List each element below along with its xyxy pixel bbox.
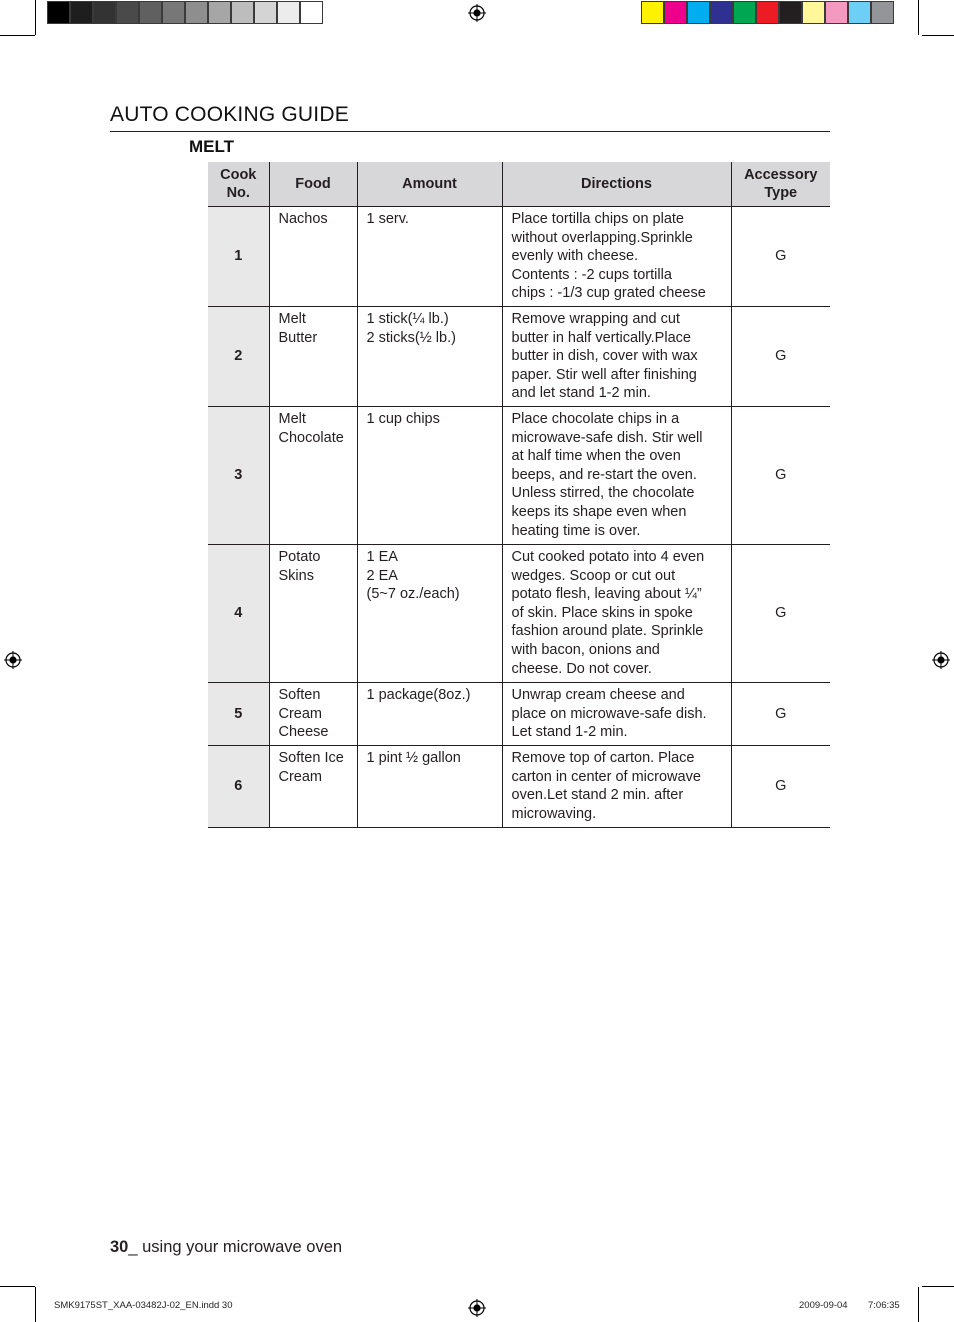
directions-cell — [502, 545, 731, 683]
color-swatch — [825, 1, 848, 24]
accessory-type-cell: G — [731, 307, 830, 407]
color-swatch — [641, 1, 664, 24]
crosshair-target-icon — [468, 1299, 486, 1317]
directions-text: carton in center of microwave — [511, 768, 701, 785]
grayscale-calibration-bar — [47, 1, 323, 24]
accessory-type-cell: G — [731, 207, 830, 307]
color-swatch — [139, 1, 162, 24]
amount-text: 2 EA — [366, 567, 398, 584]
directions-text: fashion around plate. Sprinkle — [511, 623, 704, 640]
directions-cell — [502, 407, 731, 545]
directions-text: and let stand 1-2 min. — [511, 385, 651, 402]
color-swatch — [664, 1, 687, 24]
color-swatch — [93, 1, 116, 24]
table-row — [208, 207, 830, 307]
directions-text: cheese. Do not cover. — [511, 660, 652, 677]
amount-text: 1 EA — [366, 549, 398, 565]
color-swatch — [871, 1, 894, 24]
directions-text: at half time when the oven — [511, 448, 681, 465]
food-text: Butter — [278, 329, 318, 346]
directions-text: Place tortilla chips on plate — [511, 211, 684, 227]
directions-text: chips : -1/3 cup grated cheese — [511, 285, 706, 302]
color-swatch — [300, 1, 323, 24]
directions-text: Unwrap cream cheese and — [511, 687, 685, 703]
color-swatch — [231, 1, 254, 24]
title-divider — [110, 131, 830, 132]
cook-number-cell: 5 — [208, 683, 269, 746]
header-cook-no — [208, 162, 269, 207]
amount-text: 1 stick(¼ lb.) — [366, 311, 449, 327]
color-swatch — [208, 1, 231, 24]
accessory-type-cell: G — [731, 746, 830, 828]
amount-text: 1 pint ½ gallon — [366, 750, 461, 766]
cook-number-cell: 6 — [208, 746, 269, 828]
directions-text: Cut cooked potato into 4 even — [511, 549, 705, 565]
table-row — [208, 407, 830, 545]
color-swatch — [254, 1, 277, 24]
directions-text: Remove wrapping and cut — [511, 311, 680, 327]
directions-text: Place chocolate chips in a — [511, 411, 680, 427]
food-cell — [269, 683, 357, 746]
directions-text: paper. Stir well after finishing — [511, 366, 697, 383]
directions-cell — [502, 207, 731, 307]
directions-cell — [502, 746, 731, 828]
color-swatch — [802, 1, 825, 24]
color-swatch — [162, 1, 185, 24]
directions-text: Unless stirred, the chocolate — [511, 485, 695, 502]
page-title: AUTO COOKING GUIDE — [110, 103, 349, 126]
crosshair-target-icon — [932, 651, 950, 669]
table-header-row — [208, 162, 830, 207]
food-cell — [269, 407, 357, 545]
color-swatch — [756, 1, 779, 24]
directions-text: microwave-safe dish. Stir well — [511, 429, 703, 446]
section-title: MELT — [189, 137, 235, 156]
amount-cell — [357, 545, 502, 683]
slug-filename: SMK9175ST_XAA-03482J-02_EN.indd 30 — [54, 1300, 233, 1311]
food-text: Cream — [278, 768, 323, 785]
amount-cell — [357, 683, 502, 746]
color-swatch — [116, 1, 139, 24]
page-label: _ using your microwave oven — [128, 1238, 343, 1256]
crosshair-target-icon — [4, 651, 22, 669]
table-row — [208, 683, 830, 746]
accessory-type-cell: G — [731, 683, 830, 746]
food-cell — [269, 746, 357, 828]
table-row — [208, 545, 830, 683]
header-directions: Directions — [502, 162, 731, 207]
cook-number-cell: 1 — [208, 207, 269, 307]
color-swatch — [687, 1, 710, 24]
color-calibration-bar — [641, 1, 894, 24]
directions-cell — [502, 307, 731, 407]
food-cell — [269, 545, 357, 683]
color-swatch — [848, 1, 871, 24]
directions-text: keeps its shape even when — [511, 503, 687, 520]
food-text: Cheese — [278, 724, 329, 741]
directions-text: Let stand 1-2 min. — [511, 724, 628, 741]
color-swatch — [47, 1, 70, 24]
directions-text: Remove top of carton. Place — [511, 750, 695, 766]
directions-text: beeps, and re-start the oven. — [511, 466, 697, 483]
food-text: Skins — [278, 567, 314, 584]
page-footer — [110, 1238, 342, 1257]
directions-text: wedges. Scoop or cut out — [511, 567, 676, 584]
cook-number-cell: 2 — [208, 307, 269, 407]
directions-text: butter in dish, cover with wax — [511, 348, 698, 365]
food-text: Chocolate — [278, 429, 344, 446]
header-accessory-line: Type — [764, 185, 798, 201]
header-cook-no-line: Cook — [220, 167, 257, 183]
header-accessory-type — [731, 162, 830, 207]
food-text: Soften — [278, 687, 321, 703]
food-text: Soften Ice — [278, 750, 344, 766]
food-text: Nachos — [278, 211, 328, 227]
amount-text: 1 package(8oz.) — [366, 687, 471, 703]
auto-cooking-table — [208, 162, 830, 828]
food-text: Potato — [278, 549, 321, 565]
food-text: Melt — [278, 411, 306, 427]
directions-text: microwaving. — [511, 805, 597, 822]
header-amount: Amount — [357, 162, 502, 207]
directions-text: without overlapping.Sprinkle — [511, 229, 693, 246]
color-swatch — [185, 1, 208, 24]
cook-number-cell: 4 — [208, 545, 269, 683]
amount-text: 2 sticks(½ lb.) — [366, 329, 456, 346]
table-row — [208, 746, 830, 828]
accessory-type-cell: G — [731, 407, 830, 545]
amount-cell — [357, 746, 502, 828]
color-swatch — [733, 1, 756, 24]
directions-text: of skin. Place skins in spoke — [511, 604, 693, 621]
directions-text: evenly with cheese. — [511, 248, 639, 265]
amount-cell — [357, 207, 502, 307]
amount-cell — [357, 407, 502, 545]
header-cook-no-line: No. — [226, 185, 250, 201]
directions-text: place on microwave-safe dish. — [511, 705, 707, 722]
directions-text: Contents : -2 cups tortilla — [511, 266, 672, 283]
color-swatch — [277, 1, 300, 24]
color-swatch — [779, 1, 802, 24]
cook-number-cell: 3 — [208, 407, 269, 545]
color-swatch — [710, 1, 733, 24]
amount-text: (5~7 oz./each) — [366, 586, 460, 603]
header-accessory-line: Accessory — [744, 167, 818, 183]
amount-text: 1 cup chips — [366, 411, 440, 427]
slug-time: 7:06:35 — [868, 1300, 900, 1311]
directions-text: oven.Let stand 2 min. after — [511, 787, 684, 804]
food-cell — [269, 207, 357, 307]
page-number: 30 — [110, 1238, 129, 1256]
accessory-type-cell: G — [731, 545, 830, 683]
food-cell — [269, 307, 357, 407]
directions-text: butter in half vertically.Place — [511, 329, 691, 346]
header-food: Food — [269, 162, 357, 207]
directions-text: heating time is over. — [511, 522, 641, 539]
crosshair-target-icon — [468, 4, 486, 22]
food-text: Cream — [278, 705, 323, 722]
table-row — [208, 307, 830, 407]
amount-cell — [357, 307, 502, 407]
color-swatch — [70, 1, 93, 24]
food-text: Melt — [278, 311, 306, 327]
slug-date: 2009-09-04 — [799, 1300, 848, 1311]
directions-text: potato flesh, leaving about ¼” — [511, 586, 702, 603]
directions-cell — [502, 683, 731, 746]
directions-text: with bacon, onions and — [511, 641, 660, 658]
amount-text: 1 serv. — [366, 211, 409, 227]
